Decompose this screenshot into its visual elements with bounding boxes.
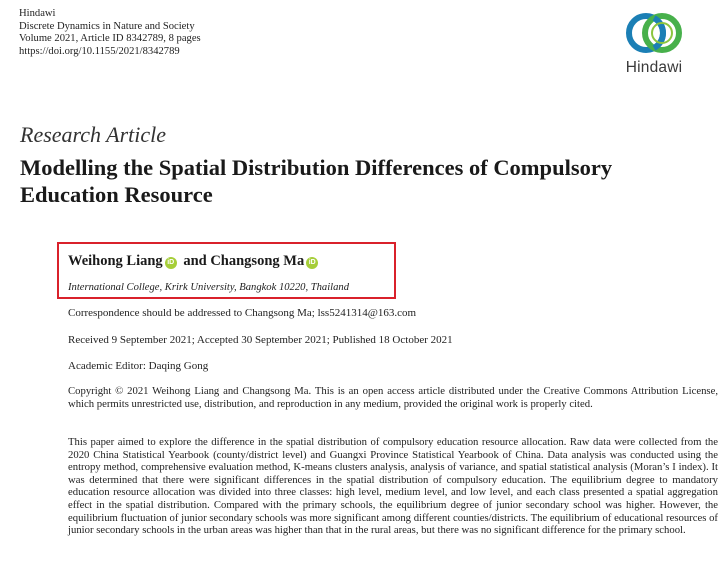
journal-header — [19, 8, 201, 58]
abstract — [68, 436, 718, 537]
author-connector: and — [183, 253, 207, 269]
doi-link[interactable]: https://doi.org/10.1155/2021/8342789 — [19, 45, 180, 57]
academic-editor: Academic Editor: Daqing Gong — [68, 360, 209, 372]
correspondence: Correspondence should be addressed to Changsong Ma; lss5241314@163.com — [68, 307, 417, 319]
affiliation: International College, Krirk University, Bangkok 10220, Thailand — [68, 282, 350, 293]
journal-name: Discrete Dynamics in Nature and Society — [19, 20, 195, 32]
copyright-text: Copyright © 2021 Weihong Liang and Changsong Ma. This is an open access article distributed under the Creative Commons Attribution License, which permits unrestricted use, distribution, and reproduction in any medium, provided the original work is properly cited. — [68, 385, 718, 410]
author-list — [68, 253, 321, 270]
publisher-name: Hindawi — [19, 8, 56, 19]
copyright-notice — [68, 385, 718, 410]
article-type: Research Article — [20, 122, 167, 147]
author-name[interactable]: Changsong Ma — [210, 253, 305, 269]
orcid-icon[interactable]: iD — [165, 257, 177, 269]
article-title: Modelling the Spatial Distribution Differences of Compulsory Education Resource — [20, 155, 613, 207]
hindawi-rings-logo-icon — [619, 8, 689, 58]
orcid-icon[interactable]: iD — [306, 257, 318, 269]
author-name[interactable]: Weihong Liang — [68, 253, 163, 269]
hindawi-logo — [616, 8, 692, 88]
volume-info: Volume 2021, Article ID 8342789, 8 pages — [19, 33, 201, 45]
logo-text: Hindawi — [625, 59, 683, 76]
dates: Received 9 September 2021; Accepted 30 September 2021; Published 18 October 2021 — [68, 334, 453, 346]
abstract-text: This paper aimed to explore the difference in the spatial distribution of compulsory education resource allocation. Raw data were collected from the 2020 China Statistical Yearbook (county/district level) and Guangxi Province Statistical Yearbook of China. Data analysis was conducted using the entropy method, comprehensive evaluation method, K-means clusters analysis, analysis of variance, and spatial statistical analysis (Moran’s I index). It was determined that there were significant differences in the spatial distribution of compulsory education. The equilibrium degree to mandatory education resource allocation was divided into three classes: high level, medium level, and low level, and each class presented a spatial aggregation effect in the spatial distribution. Compared with the primary schools, the equilibrium degree of junior secondary school was higher. However, the equilibrium fluctuation of junior secondary schools was more significant among different counties/districts. The equilibrium of educational resources of junior secondary schools in the urban areas was higher than that in the rural areas, but there was no significant difference for the primary school. — [68, 436, 718, 537]
